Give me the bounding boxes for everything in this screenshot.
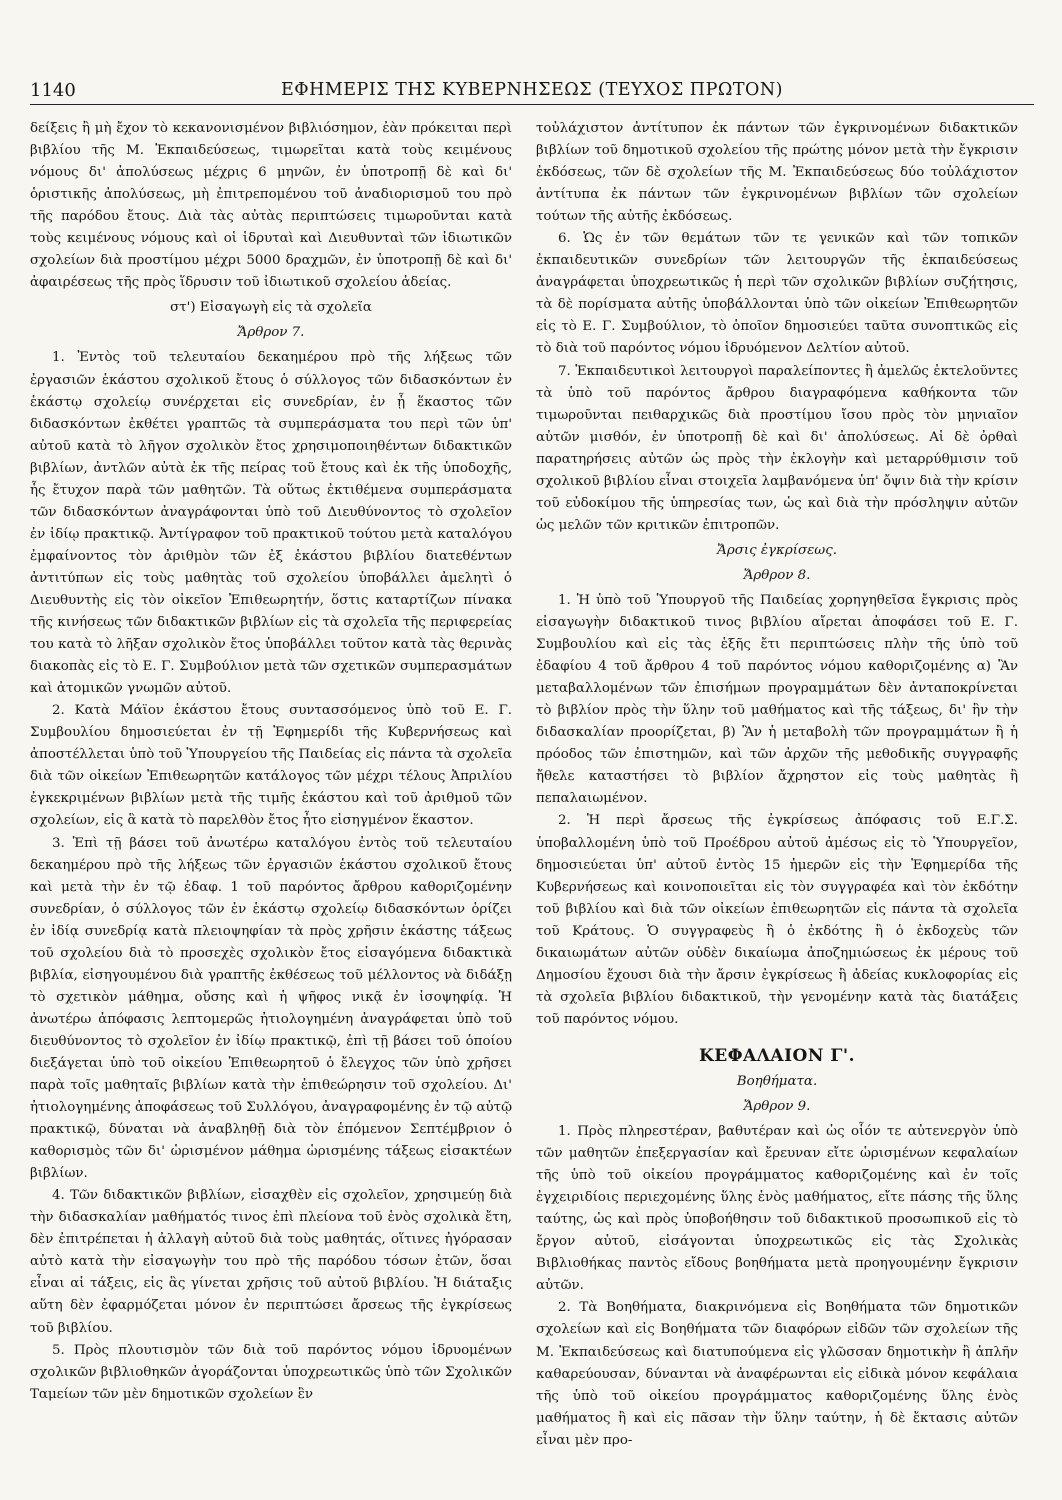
paragraph: τοὐλάχιστον ἀντίτυπον ἐκ πάντων τῶν ἐγκρινομένων διδακτικῶν βιβλίων τοῦ δημοτικοῦ σχολείου τῆς πρώτης μόνον μετὰ τὴν ἔγκρισιν ἐκδόσεως, τῶν δὲ σχολείων τῆς Μ. Ἐκπαιδεύσεως δύο τοὐλάχιστον ἀντίτυπα ἐκ πάντων τῶν ἐγκρινομένων βιβλίων τῶν σχολείων τούτων τῆς αὐτῆς ἐκδόσεως.	[536, 121, 1018, 225]
right-column	[536, 118, 1018, 1488]
page-number: 1140	[30, 80, 76, 101]
page-header	[30, 76, 1034, 105]
chapter-heading: ΚΕΦΑΛΑΙΟΝ Γ'.	[698, 1045, 856, 1066]
paragraph: 4. Τῶν διδακτικῶν βιβλίων, εἰσαχθὲν εἰς σχολεῖον, χρησιμεύῃ διὰ τὴν διδασκαλίαν μαθήματός τινος ἐπὶ πλείονα τοῦ ἑνὸς σχολικὰ ἔτη, δὲν ἐπιτρέπεται ἡ ἀλλαγὴ αὐτοῦ διὰ τοὺς μαθητάς, οἵτινες ἠγόρασαν αὐτὸ κατὰ τὴν εἰσαγωγὴν του πρὸ τῆς παρόδου τόσων ἐτῶν, ὅσαι εἶναι αἱ τάξεις, εἰς ἃς γίνεται χρῆσις τοῦ αὐτοῦ βιβλίου. Ἡ διάταξις αὕτη δὲν ἐφαρμόζεται μόνον ἐν περιπτώσει ἄρσεως τῆς ἐγκρίσεως τοῦ βιβλίου.	[30, 1188, 512, 1336]
paragraph: 3. Ἐπὶ τῇ βάσει τοῦ ἀνωτέρω καταλόγου ἐντὸς τοῦ τελευταίου δεκαημέρου πρὸ τῆς λήξεως τῶν ἐργασιῶν ἑκάστου σχολικοῦ ἔτους καὶ μετὰ τὴν ἐν τῷ ἐδαφ. 1 τοῦ παρόντος ἄρθρου καθοριζομένην συνεδρίαν, ὁ σύλλογος τῶν ἐν ἑκάστῳ σχολείῳ διδασκόντων ὁρίζει ἐν ἰδίᾳ συνεδρίᾳ κατὰ πλειοψηφίαν τὰ πρὸς χρῆσιν ἑκάστης τάξεως τοῦ σχολείου διὰ τὸ προσεχὲς σχολικὸν ἔτος εἰσαγόμενα διδακτικὰ βιβλία, εἰσηγουμένου διὰ γραπτῆς ἐκθέσεως τοῦ μέλλοντος νὰ διδάξῃ τὸ σχετικὸν μάθημα, οὔσης καὶ ἡ ψῆφος νικᾷ ἐν ἰσοψηφίᾳ. Ἡ ἀνωτέρω ἀπόφασις λεπτομερῶς ἠτιολογημένη ἀναγράφεται ὑπὸ τοῦ διευθύνοντος τὸ σχολεῖον ἐν ἰδίῳ πρακτικῷ, ἐπὶ τῇ βάσει τοῦ ὁποίου διεξάγεται ὑπὸ τοῦ οἰκείου Ἐπιθεωρητοῦ ὁ ἔλεγχος τῶν ὑπὸ χρῆσει παρὰ τοῖς μαθηταῖς βιβλίων κατὰ τὴν ἐπιθεώρησιν τοῦ σχολείου. Δι' ἠτιολογημένης ἀποφάσεως τοῦ Συλλόγου, ἀναγραφομένης ἐν τῷ αὐτῷ πρακτικῷ, δύναται νὰ ἀναβληθῇ διὰ τὸν ἑπόμενον Σεπτέμβριον ὁ καθορισμὸς τῶν δι' ὡρισμένον μάθημα ὡρισμένης τάξεως εἰσακτέων βιβλίων.	[30, 835, 512, 1182]
paragraph: 1. Ἐντὸς τοῦ τελευταίου δεκαημέρου πρὸ τῆς λήξεως τῶν ἐργασιῶν ἑκάστου σχολικοῦ ἔτους ὁ σύλλογος τῶν διδασκόντων ἐν ἑκάστῳ σχολείῳ συνέρχεται εἰς συνεδρίαν, ἐν ᾗ ἕκαστος τῶν διδασκόντων ἐκθέτει γραπτῶς τὰ συμπεράσματα του περὶ τῶν ὑπ' αὐτοῦ κατὰ τὸ λῆγον σχολικὸν ἔτος χρησιμοποιηθέντων διδακτικῶν βιβλίων, ἀντλῶν αὐτὰ ἐκ τῆς πείρας τοῦ ἔτους καὶ ἐκ τῆς ὑποδοχῆς, ἧς ἔτυχον παρὰ τῶν μαθητῶν. Τὰ οὕτως ἐκτιθέμενα συμπεράσματα τῶν διδασκόντων ἀναγράφονται ὑπὸ τοῦ Διευθύνοντος τὸ σχολεῖον ἐν ἰδίῳ πρακτικῷ. Ἀντίγραφον τοῦ πρακτικοῦ τούτου μετὰ καταλόγου ἐμφαίνοντος τὸν ἀριθμὸν τῶν ἐξ ἑκάστου βιβλίου διατεθέντων ἀντιτύπων εἰς τοὺς μαθητὰς τοῦ σχολείου ὑποβάλλει ἀμελητὶ ὁ Διευθυντὴς εἰς τὸν οἰκεῖον Ἐπιθεωρητήν, ὅστις καταρτίζων πίνακα τῆς κινήσεως τῶν διδακτικῶν βιβλίων εἰς τὰ σχολεῖα τῆς περιφερείας του κατὰ τὸ λῆξαν σχολικὸν ἔτος ὑποβάλλει τοῦτον κατὰ τὰς θερινὰς διακοπὰς εἰς τὸ Ε. Γ. Συμβούλιον μετὰ τῶν σχετικῶν συμπερασμάτων καὶ ἀτομικῶν γνωμῶν αὐτοῦ.	[30, 350, 512, 697]
paragraph: 6. Ὡς ἐν τῶν θεμάτων τῶν τε γενικῶν καὶ τῶν τοπικῶν ἐκπαιδευτικῶν συνεδρίων τῶν λειτουργῶν τῆς ἐκπαιδεύσεως ἀναγράφεται ὑποχρεωτικῶς ἡ περὶ τῶν σχολικῶν βιβλίων συζήτησις, τὰ δὲ πορίσματα αὐτῆς ὑποβάλλονται ὑπὸ τῶν οἰκείων Ἐπιθεωρητῶν εἰς τὸ Ε. Γ. Συμβούλιον, τὸ ὁποῖον δημοσιεύει ταῦτα συνοπτικῶς εἰς τὸ διὰ τοῦ παρόντος νόμου ἱδρυόμενον Δελτίον αὐτοῦ.	[536, 231, 1018, 357]
section-heading: στ') Εἰσαγωγὴ εἰς τὰ σχολεῖα	[170, 300, 372, 316]
article-heading: Ἄρθρον 8.	[743, 567, 811, 583]
paragraph: 2. Τὰ Βοηθήματα, διακρινόμενα εἰς Βοηθήματα τῶν δημοτικῶν σχολείων καὶ εἰς Βοηθήματα τῶν διαφόρων εἰδῶν τῶν σχολείων τῆς Μ. Ἐκπαιδεύσεως καὶ διατυπούμενα εἰς γλῶσσαν δημοτικὴν ἢ ἁπλῆν καθαρεύουσαν, δύνανται νὰ ἀναφέρωνται εἰς εἰδικὰ μόνον κεφάλαια τῆς ὑπὸ τοῦ οἰκείου προγράμματος καθοριζομένης ὕλης ἑνὸς μαθήματος ἢ καὶ εἰς πᾶσαν τὴν ὕλην ταύτην, ἡ δὲ ἔκτασις αὐτῶν εἶναι μὲν προ-	[536, 1300, 1018, 1448]
paragraph: 5. Πρὸς πλουτισμὸν τῶν διὰ τοῦ παρόντος νόμου ἱδρυομένων σχολικῶν βιβλιοθηκῶν ἀγοράζονται ὑποχρεωτικῶς ὑπὸ τῶν Σχολικῶν Ταμείων τῶν μὲν δημοτικῶν σχολείων ἓν	[30, 1342, 512, 1402]
chapter-subheading: Βοηθήματα.	[736, 1073, 818, 1089]
paragraph: 2. Ἡ περὶ ἄρσεως τῆς ἐγκρίσεως ἀπόφασις τοῦ Ε.Γ.Σ. ὑποβαλλομένη ὑπὸ τοῦ Προέδρου αὐτοῦ ἀμέσως εἰς τὸ Ὑπουργεῖον, δημοσιεύεται ὑπ' αὐτοῦ ἐντὸς 15 ἡμερῶν εἰς τὴν Ἐφημερίδα τῆς Κυβερνήσεως καὶ κοινοποιεῖται εἰς τὸν συγγραφέα καὶ τὸν ἐκδότην τοῦ βιβλίου καὶ διὰ τῶν οἰκείων ἐπιθεωρητῶν εἰς πάντα τὰ σχολεῖα τοῦ Κράτους. Ὁ συγγραφεὺς ἢ ὁ ἐκδότης ἢ ὁ ἐκδοχεὺς τῶν δικαιωμάτων αὐτῶν οὐδὲν δικαίωμα ἀποζημιώσεως ἐκ μέρους τοῦ Δημοσίου ἔχουσι διὰ τὴν ἄρσιν ἐγκρίσεως ἢ ἀδείας κυκλοφορίας εἰς τὰ σχολεῖα βιβλίου διδακτικοῦ, τὴν γενομένην κατὰ τὰς διατάξεις τοῦ παρόντος νόμου.	[536, 813, 1018, 1027]
paragraph: 1. Ἡ ὑπὸ τοῦ Ὑπουργοῦ τῆς Παιδείας χορηγηθεῖσα ἔγκρισις πρὸς εἰσαγωγὴν διδακτικοῦ τινος βιβλίου αἴρεται ἀποφάσει τοῦ Ε. Γ. Συμβουλίου καὶ εἰς τὰς ἑξῆς ἔτι περιπτώσεις πλὴν τῆς ὑπὸ τοῦ ἐδαφίου 4 τοῦ ἄρθρου 4 τοῦ παρόντος νόμου καθοριζομένης α) Ἂν μεταβαλλομένων τῶν ἐπισήμων προγραμμάτων δὲν ἀνταποκρίνεται τὸ βιβλίον πρὸς τὴν ὕλην τοῦ μαθήματος καὶ τῆς τάξεως, δι' ἣν τὴν διδασκαλίαν προορίζεται, β) Ἂν ἡ μεταβολὴ τῶν προγραμμάτων ἢ ἡ πρόοδος τῶν ἐπιστημῶν, καὶ τῶν ἀρχῶν τῆς μεθοδικῆς συγγραφῆς ἤθελε καταστήσει τὸ βιβλίον ἄχρηστον εἰς τοὺς μαθητὰς ἢ πεπαλαιωμένον.	[536, 592, 1018, 807]
paragraph: 7. Ἐκπαιδευτικοὶ λειτουργοὶ παραλείποντες ἢ ἀμελῶς ἐκτελοῦντες τὰ ὑπὸ τοῦ παρόντος ἄρθρου διαγραφόμενα καθήκοντα τῶν τιμωροῦνται πειθαρχικῶς διὰ προστίμου ἴσου πρὸς τὸν μηνιαῖον αὐτῶν μισθόν, ἐν ὑποτροπῇ δὲ καὶ δι' ἀπολύσεως. Αἱ δὲ ὀρθαὶ παρατηρήσεις αὐτῶν ὡς πρὸς τὴν ἐκλογὴν καὶ μεταρρύθμισιν τοῦ σχολικοῦ βιβλίου εἶναι στοιχεῖα λαμβανόμενα ὑπ' ὄψιν διὰ τὴν κρίσιν τοῦ εὐδοκίμου τῆς ὑπηρεσίας των, ὡς καὶ διὰ τὴν πρόσληψιν αὐτῶν ὡς μελῶν τῶν κριτικῶν ἐπιτροπῶν.	[536, 363, 1018, 533]
gazette-title: ΕΦΗΜΕΡΙΣ ΤΗΣ ΚΥΒΕΡΝΗΣΕΩΣ (ΤΕΥΧΟΣ ΠΡΩΤΟΝ)	[280, 80, 784, 100]
paragraph: δείξεις ἢ μὴ ἔχον τὸ κεκανονισμένον βιβλιόσημον, ἐὰν πρόκειται περὶ βιβλίου τῆς Μ. Ἐκπαιδεύσεως, τιμωρεῖται κατὰ τοὺς κειμένους νόμους δι' ἀπολύσεως μέχρις 6 μηνῶν, ἐν ὑποτροπῇ δὲ καὶ δι' ὁριστικῆς ἀπολύσεως, μὴ ἐπιτρεπομένου τοῦ ἀναδιορισμοῦ του πρὸ τῆς παρόδου ἔτους. Διὰ τὰς αὐτὰς περιπτώσεις τιμωροῦνται κατὰ τοὺς κειμένους νόμους καὶ οἱ ἱδρυταὶ καὶ Διευθυνταὶ τῶν ἰδιωτικῶν σχολείων διὰ προστίμου μέχρι 5000 δραχμῶν, ἐν ὑποτροπῇ δὲ καὶ δι' ἀφαιρέσεως τῆς πρὸς ἵδρυσιν τοῦ ἰδιωτικοῦ σχολείου ἀδείας.	[30, 121, 512, 291]
section-heading: Ἄρσις ἐγκρίσεως.	[717, 542, 837, 558]
paragraph: 2. Κατὰ Μάϊον ἑκάστου ἔτους συντασσόμενος ὑπὸ τοῦ Ε. Γ. Συμβουλίου δημοσιεύεται ἐν τῇ Ἐφημερίδι τῆς Κυβερνήσεως καὶ ἀποστέλλεται ὑπὸ τοῦ Ὑπουργείου τῆς Παιδείας εἰς πάντα τὰ σχολεῖα διὰ τῶν οἰκείων Ἐπιθεωρητῶν κατάλογος τῶν μέχρι τέλους Ἀπριλίου ἐγκεκριμένων βιβλίων μετὰ τῆς τιμῆς ἑκάστου καὶ τοῦ ἀριθμοῦ τῶν σχολείων, εἰς ἃ κατὰ τὸ παρελθὸν ἔτος ἦτο εἰσηγμένον ἕκαστον.	[30, 703, 512, 829]
article-heading: Ἄρθρον 9.	[743, 1099, 811, 1115]
paragraph: 1. Πρὸς πληρεστέραν, βαθυτέραν καὶ ὡς οἷόν τε αὐτενεργὸν ὑπὸ τῶν μαθητῶν ἐπεξεργασίαν καὶ ἔρευναν εἴτε ὡρισμένων κεφαλαίων τῆς ὑπὸ τοῦ οἰκείου προγράμματος καθοριζομένης καὶ ἐν τοῖς ἐγχειριδίοις περιεχομένης ὕλης ἑνὸς μαθήματος, εἴτε πάσης τῆς ὕλης ταύτης, ὡς καὶ πρὸς ὑποβοήθησιν τοῦ διδακτικοῦ προσωπικοῦ εἰς τὸ ἔργον αὐτοῦ, εἰσάγονται ὑποχρεωτικῶς εἰς τὰς Σχολικὰς Βιβλιοθήκας παντὸς εἴδους βοηθήματα μετὰ προηγουμένην ἔγκρισιν αὐτῶν.	[536, 1124, 1018, 1294]
left-column	[30, 118, 512, 1488]
article-heading: Ἄρθρον 7.	[237, 325, 305, 341]
